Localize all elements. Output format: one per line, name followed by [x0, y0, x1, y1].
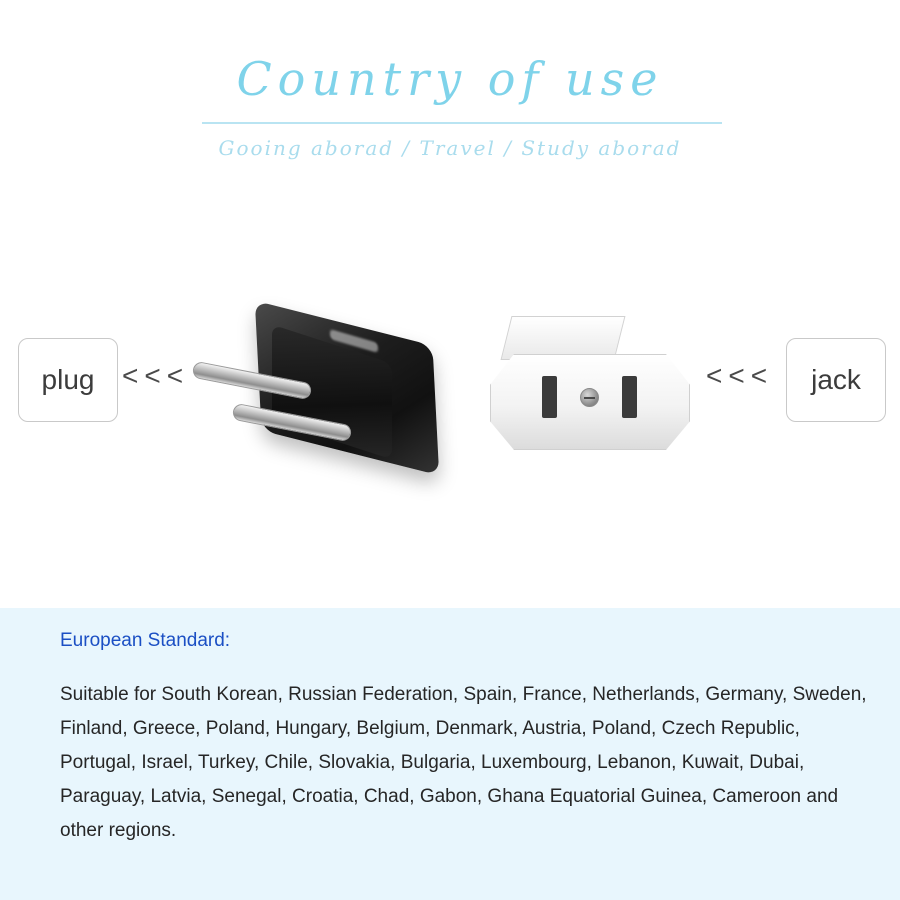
jack-slot-right — [622, 376, 637, 418]
standard-country-list: Suitable for South Korean, Russian Federation, Spain, France, Netherlands, Germany, Sweden, Finland, Greece, Poland, Hungary, Belgium, Denmark, Austria, Poland, Czech Republic, Portugal, Israel, Turkey, Chile, Slovakia, Bulgaria, Luxembourg, Lebanon, Kuwait, Dubai, Paraguay, Latvia, Senegal, Croatia, Chad, Gabon, Ghana Equatorial Guinea, Cameroon and other regions. — [60, 684, 867, 841]
page-subtitle: Gooing aborad / Travel / Study aborad — [218, 136, 682, 160]
title-divider — [202, 122, 722, 124]
standard-heading: European Standard: — [60, 630, 231, 651]
black-plug-image — [180, 310, 460, 530]
product-illustration-area — [0, 200, 900, 600]
jack-top-shape — [501, 316, 626, 360]
plug-label-text: plug — [41, 364, 95, 395]
arrow-left-icon: <<< — [122, 360, 190, 391]
jack-label-box — [786, 338, 886, 422]
white-jack-image — [480, 310, 710, 510]
banner-header — [0, 0, 900, 200]
arrow-right-icon: <<< — [706, 360, 774, 391]
jack-screw-icon — [580, 388, 599, 407]
jack-label-text: jack — [811, 364, 861, 395]
plug-label-box — [18, 338, 118, 422]
page-title: Country of use — [236, 52, 664, 106]
jack-slot-left — [542, 376, 557, 418]
standard-info-panel — [0, 608, 900, 900]
